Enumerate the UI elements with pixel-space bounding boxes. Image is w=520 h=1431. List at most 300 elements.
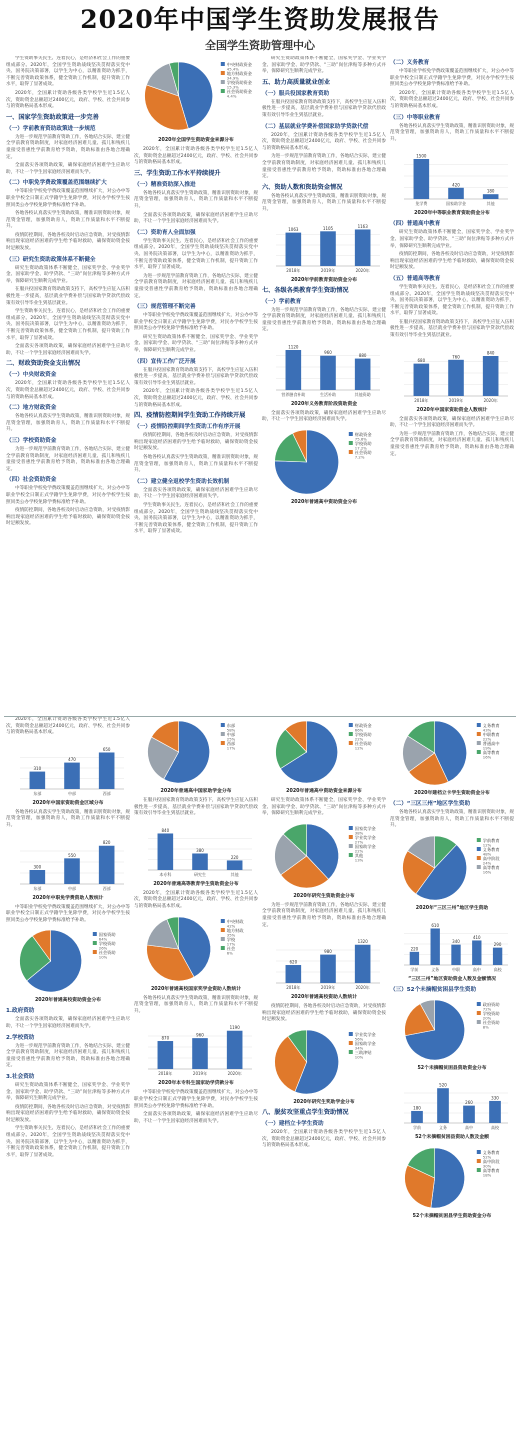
legend-label: 学校 (226, 936, 236, 942)
legend-label: 社会资助 (354, 450, 372, 456)
bar (64, 762, 80, 788)
legend-swatch (349, 432, 353, 436)
bar (472, 940, 481, 965)
legend-swatch (349, 1050, 353, 1054)
subsection-heading: （二）中职免学费政策覆盖范围继续扩大 (6, 180, 107, 187)
paragraph: 中等职业学校免学费政策覆盖范围继续扩大，对公办中等职业学校全日制正式学籍学生免除学费，对民办学校学生按照同类公办学校免除学费标准给予补助。 (134, 1090, 258, 1109)
figure-caption: 2020年普通高中国家助学金分布 (160, 789, 232, 794)
legend-label: 学校资助 (354, 441, 372, 447)
subsection-heading: （二）地方财政资金 (6, 405, 57, 412)
legend-swatch (349, 732, 353, 736)
chart-graduate-pie (262, 820, 386, 892)
legend-swatch (477, 1168, 481, 1172)
legend-label: 财政资金 (354, 723, 372, 728)
category-tick-label: 西部 (102, 885, 111, 891)
bar (451, 944, 460, 964)
slice-value-label: 24% (482, 860, 492, 866)
paragraph: 研究生资助政策体系不断健全，国家奖学金、学业奖学金、国家助学金、助学贷款、“三助”岗位津贴等多种方式并举，保障研究生顺利完成学业。 (390, 230, 514, 249)
column-1 (6, 56, 130, 708)
bar-value-label: 260 (465, 1099, 473, 1105)
bar (192, 1038, 208, 1069)
chart-counties-bar (390, 1075, 514, 1133)
bar (227, 860, 243, 870)
bar-value-label: 550 (68, 852, 76, 858)
column-5 (6, 717, 130, 1426)
legend-label: 学业奖学金 (354, 1031, 376, 1037)
paragraph: 全面落实各项资助政策，确保家庭经济困难学生应助尽助，不让一个学生因家庭经济困难而失学。 (6, 1017, 130, 1029)
paragraph: 为进一步规范学前教育资助工作，各地结合实际，建立健全学前教育资助制度，对家庭经济困难儿童、孤儿和残疾儿童接受普惠性学前教育给予资助，资助标准由各地合理确定。 (6, 446, 130, 472)
subsection-heading: （三）52个未摘帽贫困县学生资助 (390, 986, 477, 993)
paragraph: 全面落实各项资助政策，确保家庭经济困难学生应助尽助，不让一个学生因家庭经济困难而失学。 (134, 212, 258, 225)
paragraph: 2020年，全国累计资助各级各类学校学生近1.5亿人次，资助资金总额超过2400亿元，政府、学校、社会共同参与的资助格局基本形成。 (134, 147, 258, 166)
bar (286, 965, 302, 983)
figure-caption: 2020年中国家资助资金区域分布 (32, 800, 104, 806)
category-tick-label: 学前 (413, 1124, 421, 1130)
paragraph: 学生资助事关民生、连着民心，是经济和社会工作的重要组成部分。2020年，全国学生资助战线坚决贯彻落实党中央、国务院决策部署，以学生为中心，以精准资助为抓手，不断完善资助政策体系，健全资助工作机制，提升资助工作水平，取得了显著成效。 (6, 56, 130, 88)
category-tick-label: 东部 (33, 790, 42, 796)
figure-caption: 2020年中职免学费资助人数统计 (32, 895, 104, 901)
category-tick-label: 2019年 (192, 1071, 208, 1077)
column-6 (134, 717, 258, 1426)
slice-value-label: 75.6% (354, 436, 367, 442)
paragraph: 疫情防控期间，各地各校及时启动应急资助，对受疫情影响出现家庭经济困难的学生给予临时救助，确保资助资金按时足额发放。 (262, 1004, 386, 1023)
legend-swatch (349, 835, 353, 839)
legend-label: 高等教育 (482, 750, 500, 755)
legend-label: 社会资助 (482, 1019, 500, 1025)
bar-value-label: 340 (452, 938, 460, 944)
category-tick-label: 2019年 (320, 267, 336, 273)
paragraph: 中等职业学校免学费政策覆盖范围继续扩大，对公办中等职业学校全日制正式学籍学生免除学费，对民办学校学生按照同类公办学校免除学费标准给予补助。 (6, 189, 130, 208)
category-tick-label: 免学费 (415, 201, 428, 207)
sheet-upper (4, 56, 516, 708)
bar-value-label: 760 (452, 353, 460, 359)
subsection-heading: （三）规范管理不断完善 (134, 304, 196, 311)
section-heading: 二、财政资助资金支出情况 (6, 360, 81, 368)
bar (437, 1088, 449, 1123)
legend-swatch (477, 723, 481, 727)
category-tick-label: 学前 (410, 966, 419, 972)
bar-value-label: 610 (431, 922, 440, 928)
bar (320, 356, 336, 390)
subsection-heading: 1.政府资助 (6, 1008, 35, 1015)
legend-swatch (477, 1159, 481, 1163)
legend-label: 普通高中 (482, 741, 500, 746)
bar-value-label: 650 (102, 746, 111, 752)
chart-college-pie (6, 926, 130, 996)
category-tick-label: 2018年 (158, 1071, 173, 1077)
legend-label: 社会资助 (354, 741, 372, 746)
legend-swatch (221, 732, 225, 736)
paragraph: 在服兵役国家教育资助政策支持下，高校学生应征入伍积极性进一步提高，基层就业学费补偿与国家助学贷款代偿政策有效引导毕业生到基层就业。 (6, 287, 130, 306)
subsection-heading: （三）中等职业教育 (390, 114, 441, 121)
category-tick-label: 中部 (68, 790, 76, 796)
bar (30, 771, 46, 788)
legend-swatch (349, 826, 353, 830)
category-tick-label: 2020年 (355, 985, 370, 991)
bar (448, 188, 464, 199)
bar-value-label: 880 (358, 352, 367, 358)
figure-caption: 2020年普通高等教育学生资助资金分布 (153, 881, 239, 887)
figure-caption: 2020年普通高中资助资金分布 (290, 500, 358, 506)
bar (99, 845, 115, 883)
figure-caption: 2020年普通高中资助资金来源分布 (286, 789, 362, 794)
figure-caption: 2020年学前教育资助资金分布 (290, 277, 358, 283)
category-tick-label: 其他 (486, 201, 495, 207)
sheet-lower (4, 716, 516, 1426)
paragraph: 各地各校认真落实学生资助政策，精准识别资助对象，规范资金管理，加强资助育人，资助工作质量和水平不断提升。 (6, 809, 130, 828)
legend-swatch (349, 853, 353, 857)
bar-value-label: 220 (230, 854, 239, 860)
category-tick-label: 高中 (465, 1124, 473, 1130)
section-heading: 八、脱贫攻坚重点学生资助情况 (262, 1108, 349, 1116)
slice-value-label: 64% (98, 936, 108, 942)
chart-three-regions-bar (390, 915, 514, 975)
slice-value-label: 17% (226, 745, 236, 751)
bar (30, 870, 46, 884)
paragraph: 各地各校认真落实学生资助政策，精准识别资助对象，规范资金管理，加强资助育人，资助工作质量和水平不断提升。 (262, 193, 386, 212)
bar (414, 159, 430, 199)
slice-value-label: 6% (226, 949, 233, 955)
report-title: 2020年中国学生资助发展报告 (80, 5, 440, 34)
subsection-heading: （一）精准资助深入推进 (134, 181, 196, 188)
category-tick-label: 2020年 (227, 1071, 242, 1077)
legend-swatch (221, 928, 225, 932)
slice-value-label: 27% (354, 839, 364, 845)
subsection-heading: （一）学前教育 (262, 298, 302, 305)
bar-value-label: 820 (102, 839, 111, 845)
category-tick-label: 2020年 (355, 267, 370, 273)
masthead (0, 4, 520, 54)
slice-value-label: 48% (482, 851, 492, 857)
chart-region-bar (6, 739, 130, 799)
legend-swatch (221, 62, 225, 66)
legend-swatch (477, 1150, 481, 1154)
chart-poverty-card-pie (390, 717, 514, 789)
slice-value-label: 34.9% (226, 75, 239, 81)
category-tick-label: 义务 (431, 966, 440, 972)
slice-value-label: 30% (482, 1163, 492, 1169)
chart-funding-sources-pie (134, 56, 258, 136)
bar (411, 1111, 423, 1123)
column-4 (390, 56, 514, 708)
legend-label: 学业奖学金 (354, 834, 376, 840)
bar (489, 1101, 501, 1123)
legend-label: 义务教育 (482, 846, 500, 852)
section-heading: 五、助力高质量就业创业 (262, 78, 331, 86)
chart-national-aid-bar (390, 342, 514, 406)
legend-label: 政府资助 (482, 1001, 500, 1007)
legend-label: 学校资助 (482, 1010, 500, 1016)
bar-value-label: 680 (417, 357, 426, 363)
legend-label: 国家资助 (98, 932, 116, 938)
paragraph: 2020年，全国累计资助各级各类学校学生近1.5亿人次，资助资金总额超过2400亿元，政府、学校、社会共同参与的资助格局基本形成。 (390, 90, 514, 109)
legend-swatch (221, 937, 225, 941)
paragraph: 为进一步规范学前教育资助工作，各地结合实际，建立健全学前教育资助制度，对家庭经济困难儿童、孤儿和残疾儿童接受普惠性学前教育给予资助，资助标准由各地合理确定。 (262, 902, 386, 928)
subsection-heading: （二）建立健全返校学生资助长效机制 (134, 478, 230, 485)
legend-label: 国家助学金 (354, 1040, 376, 1046)
bar-value-label: 300 (33, 864, 42, 870)
subsection-heading: （四）社会资助资金 (6, 477, 57, 484)
figure-caption: 2020年本专科生国家助学贷款分布 (158, 1081, 234, 1087)
category-tick-label: 2018年 (286, 985, 301, 991)
paragraph: 学生资助事关民生、连着民心，是经济和社会工作的重要组成部分。2020年，全国学生资助战线坚决贯彻落实党中央、国务院决策部署，以学生为中心，以精准资助为抓手，不断完善资助政策体系，健全资助工作机制，提升资助工作水平，取得了显著成效。 (134, 502, 258, 535)
bar (158, 833, 174, 870)
slice-value-label: 12% (482, 842, 492, 848)
paragraph: 疫情防控期间，各地各校及时启动应急资助，对受疫情影响出现家庭经济困难的学生给予临时救助，确保资助资金按时足额发放。 (134, 433, 258, 452)
bar (320, 955, 336, 983)
category-tick-label: 2018年 (414, 397, 429, 403)
slice-value-label: 17% (226, 940, 236, 946)
paragraph: 研究生资助政策体系不断健全，国家奖学金、学业奖学金、国家助学金、助学贷款、“三助”岗位津贴等多种方式并举，保障研究生顺利完成学业。 (262, 798, 386, 817)
slice-value-label: 10% (354, 1054, 364, 1060)
paragraph: 研究生资助政策体系不断健全，国家奖学金、学业奖学金、国家助学金、助学贷款、“三助”岗位津贴等多种方式并举，保障研究生顺利完成学业。 (134, 334, 258, 354)
bar (320, 231, 336, 266)
paragraph: 为进一步规范学前教育资助工作，各地结合实际，建立健全学前教育资助制度，对家庭经济困难儿童、孤儿和残疾儿童接受普惠性学前教育给予资助，资助标准由各地合理确定。 (6, 1043, 130, 1069)
figure-caption: 2020年“三区三州”地区学生资助 (415, 905, 489, 911)
legend-label: 高等教育 (482, 864, 500, 870)
figure-caption: 2020年普通高校资助人数统计 (290, 995, 358, 1001)
paragraph: 学生资助事关民生、连着民心，是经济和社会工作的重要组成部分。2020年，全国学生资助战线坚决贯彻落实党中央、国务院决策部署，以学生为中心，以精准资助为抓手，不断完善资助政策体系，健全资助工作机制，提升资助工作水平，取得了显著成效。 (134, 238, 258, 271)
legend-swatch (221, 80, 225, 84)
bar (99, 752, 115, 789)
figure-caption: 2020年研究生奖助学金分布 (293, 1099, 355, 1105)
paragraph: 中等职业学校免学费政策覆盖范围继续扩大，对公办中等职业学校全日制正式学籍学生免除学费，对民办学校学生按照同类公办学校免除学费标准给予补助。 (6, 904, 130, 923)
legend-swatch (349, 450, 353, 454)
chart-vocational-bar (390, 145, 514, 209)
legend-swatch (477, 847, 481, 851)
category-tick-label: 生活补助 (320, 391, 336, 397)
category-tick-label: 高校 (493, 966, 502, 972)
bar-value-label: 960 (196, 1032, 204, 1038)
bar (227, 1031, 243, 1069)
slice-value-label: 56% (354, 1036, 364, 1042)
legend-swatch (477, 750, 481, 754)
slice-value-label: 7.2% (354, 454, 365, 460)
legend-label: 国家助学金 (354, 843, 376, 849)
legend-swatch (221, 89, 225, 93)
subsection-heading: （五）普通高等教育 (390, 275, 441, 282)
bar (286, 232, 302, 265)
legend-swatch (477, 1002, 481, 1006)
slice-value-label: 16% (482, 754, 492, 760)
legend-swatch (221, 71, 225, 75)
paragraph: 全面落实各项资助政策，确保家庭经济困难学生应助尽助，不让一个学生因家庭经济困难而失学。 (6, 344, 130, 356)
paragraph: 疫情防控期间，各地各校及时启动应急资助，对受疫情影响出现家庭经济困难的学生给予临时救助，确保资助资金按时足额发放。 (6, 508, 130, 527)
bar (431, 928, 440, 965)
slice-value-label: 22% (482, 736, 492, 742)
bar-value-label: 1120 (288, 344, 299, 350)
paragraph: 在服兵役国家教育资助政策支持下，高校学生应征入伍积极性进一步提高，基层就业学费补偿与国家助学贷款代偿政策有效引导毕业生到基层就业。 (390, 319, 514, 339)
category-tick-label: 高中 (472, 966, 481, 972)
bar-value-label: 330 (491, 1095, 499, 1101)
legend-label: 东部 (226, 723, 236, 728)
legend-label: 社会资助资金 (226, 89, 252, 94)
paragraph: 各地各校认真落实学生资助政策，精准识别资助对象，规范资金管理，加强资助育人，资助工作质量和水平不断提升。 (134, 995, 258, 1014)
bar (64, 858, 80, 884)
legend-label: 学校资助 (354, 732, 372, 737)
chart-college-count-bar (262, 931, 386, 993)
bar (493, 947, 502, 964)
category-tick-label: 2019年 (320, 985, 336, 991)
bar-value-label: 840 (161, 827, 170, 833)
figure-caption: 2020年普通高校资助资金分布 (34, 998, 102, 1004)
bar (483, 195, 499, 200)
bar-value-label: 960 (324, 350, 332, 356)
section-heading: 七、各级各类教育学生资助情况 (262, 286, 349, 294)
chart-highschool-grant-pie (134, 717, 258, 787)
bar (448, 359, 464, 395)
column-7 (262, 717, 386, 1426)
legend-swatch (349, 723, 353, 727)
legend-swatch (349, 1041, 353, 1045)
paragraph: 学生资助事关民生、连着民心，是经济和社会工作的重要组成部分。2020年，全国学生资助战线坚决贯彻落实党中央、国务院决策部署，以学生为中心，以精准资助为抓手，不断完善资助政策体系，健全资助工作机制，提升资助工作水平，取得了显著成效。 (390, 284, 514, 317)
column-3 (262, 56, 386, 708)
legend-swatch (221, 741, 225, 745)
bar-value-label: 290 (493, 941, 502, 947)
bar-value-label: 410 (472, 934, 481, 940)
chart-compulsory-bar (262, 336, 386, 400)
paragraph: 疫情防控期间，各地各校及时启动应急资助，对受疫情影响出现家庭经济困难的学生给予临时救助，确保资助资金按时足额发放。 (6, 1104, 130, 1123)
bar-value-label: 1105 (322, 225, 334, 231)
legend-swatch (349, 844, 353, 848)
paragraph: 学生资助事关民生、连着民心，是经济和社会工作的重要组成部分。2020年，全国学生资助战线坚决贯彻落实党中央、国务院决策部署，以学生为中心，以精准资助为抓手，不断完善资助政策体系，健全资助工作机制，提升资助工作水平，取得了显著成效。 (6, 309, 130, 341)
paragraph: 各地各校认真落实学生资助政策，精准识别资助对象，规范资金管理，加强资助育人，资助工作质量和水平不断提升。 (6, 211, 130, 230)
subsection-heading: （二）资助育人全面加强 (134, 229, 196, 236)
subsection-heading: 2.学校资助 (6, 1034, 35, 1041)
section-heading: 六、资助人数和资助资金情况 (262, 183, 343, 191)
legend-label: 义务教育 (482, 1149, 500, 1155)
legend-swatch (477, 1011, 481, 1015)
legend-label: 高中阶段 (482, 855, 500, 861)
bar-value-label: 870 (161, 1035, 170, 1041)
bar (192, 853, 208, 870)
legend-swatch (349, 1032, 353, 1036)
legend-swatch (221, 919, 225, 923)
paragraph: 中等职业学校免学费政策覆盖范围继续扩大，对公办中等职业学校全日制正式学籍学生免除学费，对民办学校学生按照同类公办学校免除学费标准给予补助。 (390, 69, 514, 88)
bar (355, 358, 371, 389)
slice-value-label: 66% (354, 727, 364, 733)
paragraph: 2020年，全国累计资助各级各类学校学生近1.5亿人次，资助资金总额超过2400亿元，政府、学校、社会共同参与的资助格局基本形成。 (134, 389, 258, 408)
paragraph: 全面落实各项资助政策，确保家庭经济困难学生应助尽助，不让一个学生因家庭经济困难而失学。 (390, 416, 514, 429)
subsection-heading: 3.社会资助 (6, 1073, 35, 1080)
figure-caption: 2020年研究生资助资金分布 (293, 893, 355, 899)
paragraph: 在服兵役国家教育资助政策支持下，高校学生应征入伍积极性进一步提高，基层就业学费补偿与国家助学贷款代偿政策有效引导毕业生到基层就业。 (134, 798, 258, 817)
category-tick-label: 中部 (68, 885, 76, 891)
legend-label: 中部 (226, 732, 236, 737)
paragraph: 全面落实各项资助政策，确保家庭经济困难学生应助尽助，不让一个学生因家庭经济困难而失学。 (134, 1112, 258, 1124)
paragraph: 研究生资助政策体系不断健全，国家奖学金、学业奖学金、国家助学金、助学贷款、“三助”岗位津贴等多种方式并举，保障研究生顺利完成学业。 (6, 265, 130, 284)
chart-higher-ed-bar (134, 820, 258, 880)
paragraph: 研究生资助政策体系不断健全，国家奖学金、学业奖学金、国家助学金、助学贷款、“三助”岗位津贴等多种方式并举，保障研究生顺利完成学业。 (262, 56, 386, 75)
legend-swatch (349, 441, 353, 445)
bar-value-label: 1190 (229, 1025, 240, 1031)
slice-value-label: 22% (354, 848, 364, 854)
chart-graduate-award-pie (262, 1026, 386, 1098)
section-heading: 四、疫情防控期间学生资助工作持续开展 (134, 412, 246, 420)
slice-value-label: 10% (98, 954, 108, 960)
paragraph: 中等职业学校免学费政策覆盖范围继续扩大，对公办中等职业学校全日制正式学籍学生免除学费，对民办学校学生按照同类公办学校免除学费标准给予补助。 (134, 313, 258, 332)
paragraph: 各地各校认真落实学生资助政策，精准识别资助对象，规范资金管理，加强资助育人，资助工作质量和水平不断提升。 (134, 455, 258, 474)
slice-value-label: 58% (226, 727, 236, 733)
legend-label: 地方财政 (226, 927, 244, 933)
slice-value-label: 18% (482, 1172, 492, 1178)
legend-label: 中央财政 (226, 918, 244, 924)
bar-value-label: 980 (324, 949, 332, 955)
slice-value-label: 22% (354, 736, 364, 742)
legend-label: 学校资助 (98, 941, 116, 947)
category-tick-label: 2020年 (483, 397, 498, 403)
bar-value-label: 840 (486, 350, 495, 356)
paragraph: 各地各校认真落实学生资助政策，精准识别资助对象，规范资金管理，加强资助育人，资助工作质量和水平不断提升。 (390, 810, 514, 829)
category-tick-label: 高校 (491, 1124, 499, 1130)
legend-swatch (221, 946, 225, 950)
bar (463, 1105, 475, 1122)
figure-caption: 52个未摘帽贫困县资助资金分布 (417, 1065, 487, 1071)
paragraph: 全面落实各项资助政策，确保家庭经济困难学生应助尽助，不让一个学生因家庭经济困难而失学。 (134, 487, 258, 500)
bar (355, 945, 371, 983)
category-tick-label: 西部 (102, 790, 111, 796)
bar (414, 363, 430, 395)
category-tick-label: 营养膳食补助 (281, 391, 306, 397)
category-tick-label: 国家助学金 (446, 201, 466, 207)
subsection-heading: （一）疫情防控期间学生资助工作有序开展 (134, 424, 241, 431)
paragraph: 为进一步规范学前教育资助工作，各地结合实际，建立健全学前教育资助制度，对家庭经济困难儿童、孤儿和残疾儿童接受普惠性学前教育给予资助，资助标准由各地合理确定。 (6, 134, 130, 160)
legend-label: 地方财政资金 (226, 71, 252, 76)
bar (158, 1041, 174, 1069)
bar-value-label: 420 (452, 182, 460, 188)
paragraph: 全面落实各项资助政策，确保家庭经济困难学生应助尽助，不让一个学生因家庭经济困难而失学。 (6, 163, 130, 175)
column-8 (390, 717, 514, 1426)
legend-swatch (477, 741, 481, 745)
figure-caption: 2020年普通高校国家奖学金资助人数统计 (150, 986, 242, 992)
paragraph: 疫情防控期间，各地各校及时启动应急资助，对受疫情影响出现家庭经济困难的学生给予临时救助，确保资助资金按时足额发放。 (6, 232, 130, 252)
slice-value-label: 16% (482, 869, 492, 875)
legend-swatch (477, 865, 481, 869)
paragraph: 2020年，全国累计资助各级各类学校学生近1.5亿人次，资助资金总额超过2400亿元，政府、学校、社会共同参与的资助格局基本形成。 (6, 90, 130, 110)
chart-loan-bar (134, 1017, 258, 1079)
slice-value-label: 34% (354, 1045, 364, 1051)
slice-value-label: 19% (482, 745, 492, 751)
legend-swatch (477, 838, 481, 842)
category-tick-label: 本专科 (159, 871, 172, 877)
subsection-heading: （四）普通高中教育 (390, 221, 441, 228)
figure-caption: 52个未摘帽贫困县学生资助资金分布 (412, 1213, 492, 1219)
bar-value-label: 620 (289, 959, 298, 965)
legend-swatch (477, 856, 481, 860)
bar (286, 350, 302, 390)
paragraph: 2020年，全国累计资助各级各类学校学生近1.5亿人次，资助资金总额超过2400亿元，政府、学校、社会共同参与的资助格局基本形成。 (262, 132, 386, 151)
legend-swatch (349, 741, 353, 745)
pie-slice (431, 1148, 465, 1208)
chart-three-regions-pie (390, 832, 514, 904)
legend-swatch (93, 932, 97, 936)
subsection-heading: （三）学校资助资金 (6, 437, 57, 444)
paragraph: 各地各校认真落实学生资助政策，精准识别资助对象，规范资金管理，加强资助育人，资助工作质量和水平不断提升。 (6, 414, 130, 433)
paragraph: 为进一步规范学前教育资助工作，各地结合实际，建立健全学前教育资助制度，对家庭经济困难儿童、孤儿和残疾儿童接受普惠性学前教育给予资助，资助标准由各地合理确定。 (390, 431, 514, 457)
bar (355, 229, 371, 266)
paragraph: 2020年，全国累计资助各级各类学校学生近1.5亿人次，资助资金总额超过2400亿元，政府、学校、社会共同参与的资助格局基本形成。 (6, 381, 130, 400)
slice-value-label: 8% (482, 1024, 489, 1030)
bar (410, 952, 419, 965)
paragraph: 各地各校认真落实学生资助政策，精准识别资助对象，规范资金管理，加强资助育人，资助工作质量和水平不断提升。 (134, 190, 258, 209)
legend-swatch (93, 941, 97, 945)
subsection-heading: （二）“三区三州”地区学生资助 (390, 801, 471, 807)
category-tick-label: 其他资助 (354, 391, 371, 397)
bar-value-label: 310 (33, 765, 42, 771)
chart-counties-fund-pie (390, 1144, 514, 1212)
bar-value-label: 1063 (288, 226, 299, 232)
bar-value-label: 180 (486, 189, 495, 195)
